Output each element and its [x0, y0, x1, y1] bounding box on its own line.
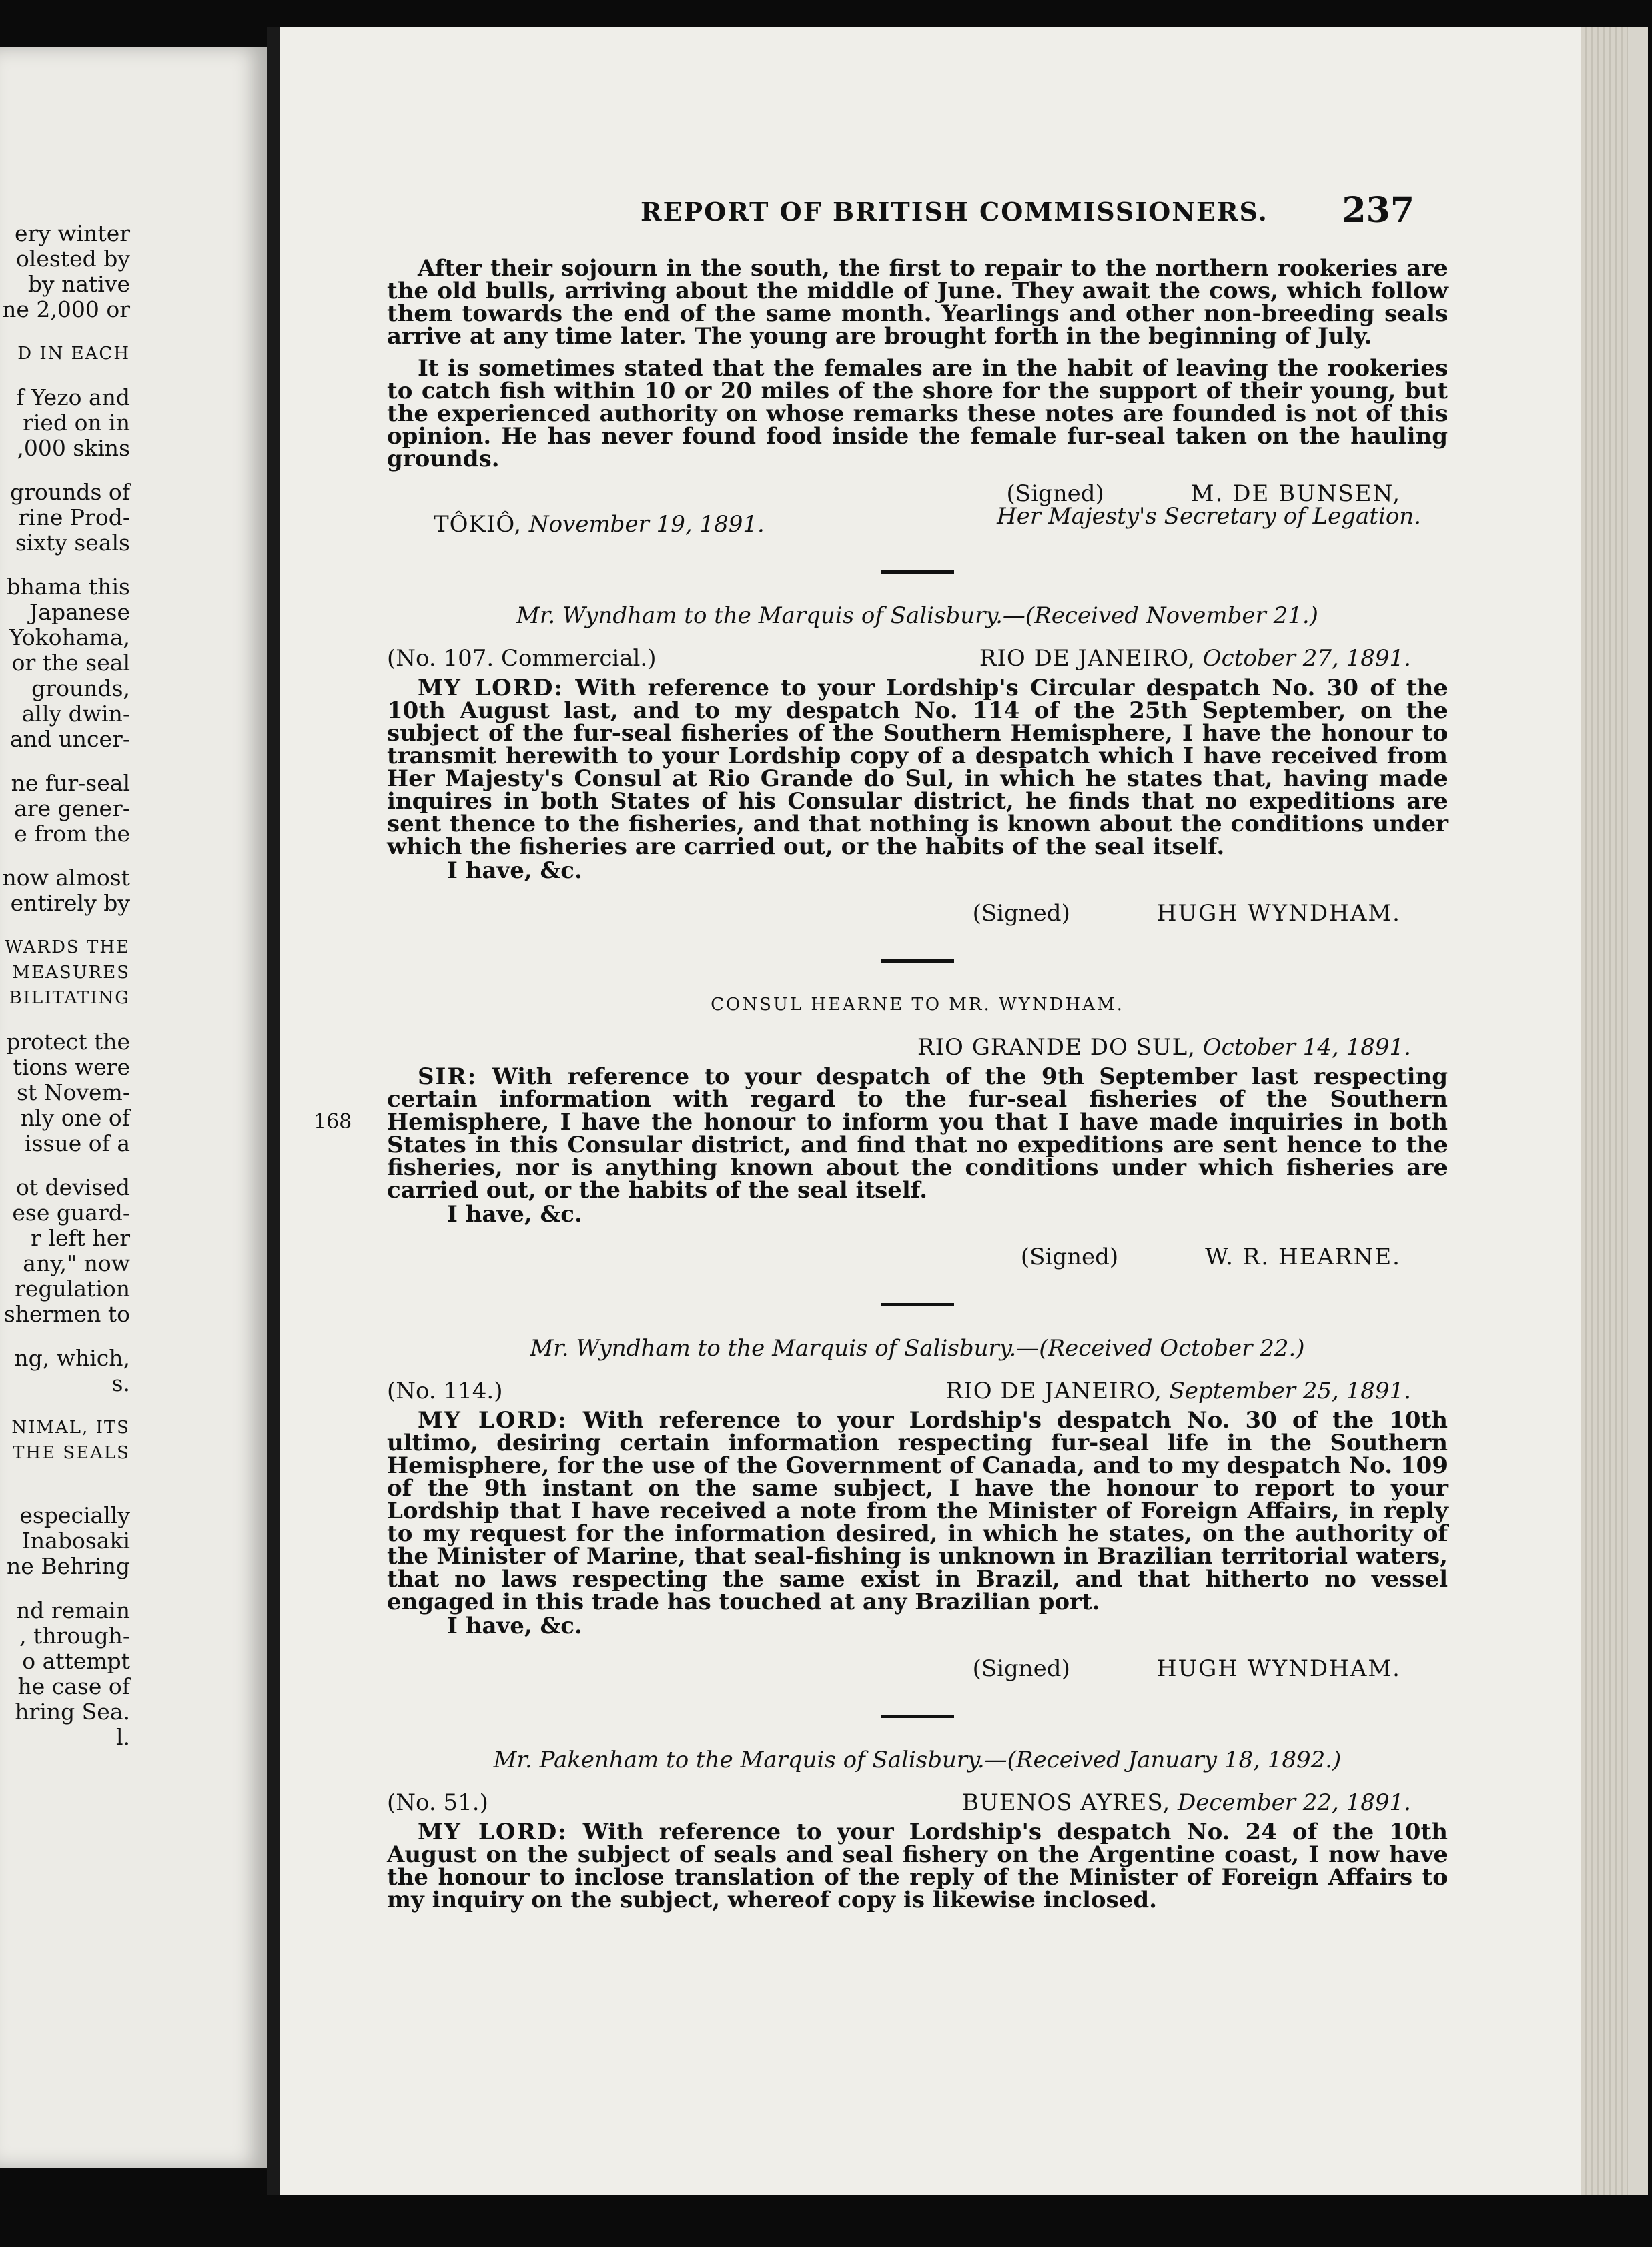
- left-page-line: he case of: [17, 1673, 130, 1699]
- left-page-line: ne Behring: [6, 1553, 130, 1579]
- signer-title: Her Majesty's Secretary of Legation.: [997, 503, 1421, 530]
- left-page-line: Japanese: [29, 599, 130, 625]
- signature-line: [387, 482, 1401, 505]
- signature-line: [387, 1246, 1401, 1268]
- salutation: MY LORD:: [418, 1407, 568, 1434]
- left-page-line: olested by: [15, 246, 130, 272]
- left-page-line: by native: [27, 271, 130, 297]
- page-content: [314, 255, 1449, 1913]
- left-page-line: now almost: [2, 865, 130, 891]
- left-page-line: ne fur-seal: [11, 770, 130, 796]
- left-page-line: are gener-: [14, 795, 130, 821]
- letter-heading: Mr. Wyndham to the Marquis of Salisbury.—(Received November 21.): [516, 602, 1318, 629]
- section-rule: [881, 1715, 954, 1718]
- left-page-line: , through-: [19, 1623, 130, 1649]
- left-page-line: grounds,: [31, 675, 130, 701]
- running-head: REPORT OF BRITISH COMMISSIONERS.: [641, 197, 1268, 227]
- section-rule: [881, 959, 954, 963]
- date: October 27, 1891.: [1202, 645, 1411, 672]
- left-page-line: ese guard-: [12, 1200, 130, 1226]
- dateline: [387, 1791, 1448, 1814]
- place: RIO DE JANEIRO,: [945, 1378, 1162, 1404]
- letter-heading: Mr. Wyndham to the Marquis of Salisbury.—(Received October 22.): [530, 1335, 1305, 1362]
- left-page-line: r left her: [31, 1225, 130, 1251]
- despatch-number: (No. 114.): [387, 1378, 503, 1404]
- signed-label: (Signed): [972, 1655, 1070, 1682]
- closing: I have, &c.: [447, 1201, 582, 1228]
- left-page-line: ,000 skins: [17, 435, 130, 461]
- salutation: MY LORD:: [418, 675, 564, 701]
- signed-label: (Signed): [1006, 480, 1104, 507]
- left-page-line: any," now: [23, 1250, 130, 1276]
- left-page-line: ot devised: [15, 1174, 130, 1200]
- body-text: With reference to your Lordship's despatch No. 30 of the 10th ultimo, desiring certain information respecting fur-seal life in the Southern Hemisphere, for the use of the Government of Canada, and to my despatch No. 109 of the 9th instant on the same subject, I have the honour to report to your Lordship that I have received a note from the Minister of Foreign Affairs, in reply to my request for the information desired, in which he states, on the authority of the Minister of Marine, that seal-fishing is unknown in Brazilian territorial waters, that no laws respecting the same exist in Brazil, and that hitherto no vessel engaged in this trade has touched at any Brazilian port.: [387, 1407, 1449, 1615]
- letter-body-wrap: [314, 1063, 1448, 1204]
- left-page-line: nd remain: [16, 1597, 130, 1623]
- left-page-line: Yokohama,: [9, 624, 130, 650]
- closing: I have, &c.: [447, 1613, 582, 1639]
- left-page-line: shermen to: [3, 1301, 130, 1327]
- left-page-line: regulation: [15, 1276, 130, 1302]
- left-page-line: BILITATING: [9, 988, 130, 1008]
- body-text: With reference to your Lordship's despatch No. 24 of the 10th August on the subject of seals and seal fishery on the Argentine coast, I now have the honour to inclose translation of the reply of the Minister of Foreign Affairs to my inquiry on the subject, whereof copy is likewise inclosed.: [387, 1819, 1449, 1913]
- paragraph: It is sometimes stated that the females are in the habit of leaving the rookeries to catch fish within 10 or 20 miles of the shore for the support of their young, but the experienced authority on whose remarks these notes are founded is not of this opinion. He has never found food inside the female fur-seal taken on the hauling grounds.: [387, 355, 1448, 472]
- left-page-line: MEASURES: [12, 963, 130, 983]
- signer-name: HUGH WYNDHAM.: [1156, 900, 1401, 927]
- despatch-number: (No. 51.): [387, 1789, 488, 1816]
- letter-body: [387, 1065, 1448, 1202]
- page-number: 237: [1342, 190, 1414, 231]
- signature-line: [387, 1657, 1401, 1680]
- left-page-line: e from the: [14, 821, 130, 847]
- closing: I have, &c.: [447, 857, 582, 884]
- margin-number: 168: [314, 1110, 352, 1134]
- left-page-line: rine Prod-: [18, 504, 130, 530]
- left-page-line: ne 2,000 or: [2, 296, 130, 322]
- left-page-line: NIMAL, ITS: [11, 1418, 130, 1438]
- signer-name: HUGH WYNDHAM.: [1156, 1655, 1401, 1682]
- left-page-line: ng, which,: [14, 1345, 130, 1371]
- place: BUENOS AYRES,: [962, 1789, 1171, 1816]
- left-page-line: f Yezo and: [16, 384, 130, 410]
- left-page-line: especially: [19, 1502, 130, 1528]
- signed-label: (Signed): [972, 900, 1070, 927]
- place: TÔKIÔ,: [434, 511, 522, 538]
- left-page-line: ried on in: [23, 410, 130, 436]
- left-page-line: st Novem-: [16, 1079, 130, 1105]
- body-text: With reference to your despatch of the 9th September last respecting certain information with regard to the fur-seal fisheries of the Southern Hemisphere, I have the honour to inform you that I have made inquiries in both States in this Consular district, and find that no expeditions are sent hence to the fisheries, nor is anything known about the conditions under which fisheries are carried out, or the habits of the seal itself.: [387, 1063, 1448, 1204]
- letter-body: [387, 1821, 1448, 1911]
- left-page-line: hring Sea.: [15, 1699, 130, 1725]
- left-facing-page: [0, 47, 267, 2168]
- date: December 22, 1891.: [1178, 1789, 1411, 1816]
- left-page-line: grounds of: [10, 479, 130, 505]
- left-page-line: issue of a: [25, 1130, 130, 1156]
- left-page-line: o attempt: [22, 1648, 130, 1674]
- letter-body: [387, 1409, 1448, 1613]
- salutation: SIR:: [418, 1063, 478, 1090]
- left-page-line: or the seal: [11, 650, 130, 676]
- body-text: With reference to your Lordship's Circular despatch No. 30 of the 10th August last, and to my despatch No. 114 of the 25th September, on the subject of the fur-seal fisheries of the Southern Hemisphere, I have the honour to transmit herewith to your Lordship copy of a despatch which I have received from Her Majesty's Consul at Rio Grande do Sul, in which he states that, having made inquires in both States of his Consular district, he finds that no expeditions are sent thence to the fisheries, and that nothing is known about the conditions under which the fisheries are carried out, or the habits of the seal itself.: [387, 675, 1449, 860]
- section-rule: [881, 1303, 954, 1306]
- signer-name: W. R. HEARNE.: [1205, 1244, 1401, 1270]
- left-page-line: D IN EACH: [17, 344, 130, 364]
- right-page: [280, 27, 1648, 2195]
- signer-name: M. DE BUNSEN,: [1190, 480, 1401, 507]
- left-page-line: nly one of: [20, 1105, 130, 1131]
- dateline: [387, 1380, 1448, 1402]
- dateline: [387, 647, 1448, 670]
- signed-label: (Signed): [1020, 1244, 1119, 1270]
- letter-heading: Mr. Pakenham to the Marquis of Salisbury.—(Received January 18, 1892.): [493, 1747, 1342, 1773]
- section-rule: [881, 570, 954, 574]
- left-page-line: protect the: [6, 1029, 130, 1055]
- left-page-line: Inabosaki: [21, 1528, 130, 1554]
- dateline: [387, 1036, 1448, 1059]
- left-page-line: WARDS THE: [5, 937, 130, 957]
- place: RIO DE JANEIRO,: [979, 645, 1196, 672]
- left-page-line: entirely by: [10, 890, 130, 916]
- book-gutter: [267, 27, 280, 2195]
- left-page-line: s.: [111, 1370, 130, 1396]
- despatch-number: (No. 107. Commercial.): [387, 645, 657, 672]
- date: October 14, 1891.: [1202, 1034, 1411, 1061]
- left-page-line: THE SEALS: [13, 1443, 130, 1463]
- left-page-line: sixty seals: [15, 530, 130, 556]
- salutation: MY LORD:: [418, 1819, 568, 1845]
- page-edge: [1581, 27, 1628, 2195]
- left-page-line: tions were: [13, 1054, 130, 1080]
- left-page-line: bhama this: [6, 574, 130, 600]
- left-page-line: ally dwin-: [21, 701, 130, 727]
- date: November 19, 1891.: [528, 511, 765, 538]
- letter-heading: CONSUL HEARNE TO MR. WYNDHAM.: [711, 995, 1124, 1015]
- left-page-line: l.: [115, 1724, 130, 1750]
- date: September 25, 1891.: [1169, 1378, 1411, 1404]
- paragraph: After their sojourn in the south, the first to repair to the northern rookeries are the old bulls, arriving about the middle of June. They await the cows, which follow them towards the end of the same month. Yearlings and other non-breeding seals arrive at any time later. The young are brought forth in the beginning of July.: [387, 255, 1448, 350]
- letter-body: [387, 677, 1448, 858]
- signature-line: [387, 902, 1401, 925]
- left-page-line: ery winter: [14, 220, 130, 246]
- left-page-line: and uncer-: [10, 726, 130, 752]
- place: RIO GRANDE DO SUL,: [917, 1034, 1196, 1061]
